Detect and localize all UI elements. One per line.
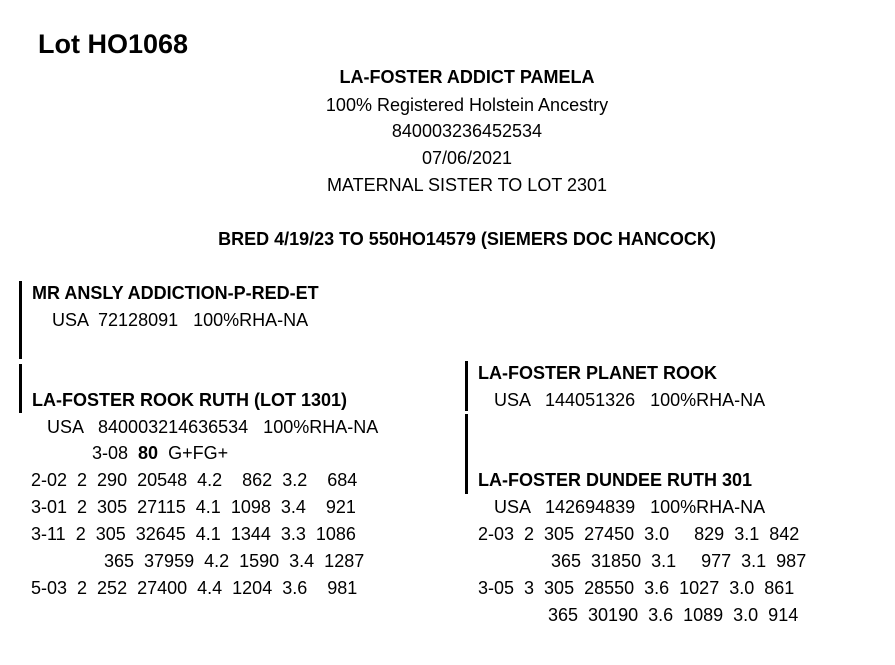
dam-name: LA-FOSTER ROOK RUTH (LOT 1301) (32, 390, 348, 410)
dam-record: 5-03 2 252 27400 4.4 1204 3.6 981 (31, 578, 358, 598)
dam-classification (92, 443, 228, 464)
birth-date: 07/06/2021 (421, 148, 513, 168)
dam-dam-name: LA-FOSTER DUNDEE RUTH 301 (478, 470, 753, 490)
pedigree-bracket-dam-dam (465, 414, 468, 494)
dam-record: 3-11 2 305 32645 4.1 1344 3.3 1086 (31, 524, 356, 544)
sire-registration: USA 72128091 100%RHA-NA (52, 310, 309, 330)
pedigree-bracket-dam-sire (465, 361, 468, 411)
maternal-note: MATERNAL SISTER TO LOT 2301 (326, 175, 608, 195)
dam-record: 3-01 2 305 27115 4.1 1098 3.4 921 (31, 497, 356, 517)
pedigree-bracket-dam (19, 364, 22, 413)
dam-dam-record: 365 31850 3.1 977 3.1 987 (551, 551, 807, 571)
dam-dam-record: 3-05 3 305 28550 3.6 1027 3.0 861 (478, 578, 795, 598)
lot-number: Lot HO1068 (38, 29, 189, 59)
animal-name: LA-FOSTER ADDICT PAMELA (339, 67, 595, 87)
dam-dam-record: 2-03 2 305 27450 3.0 829 3.1 842 (478, 524, 800, 544)
pedigree-bracket-sire (19, 281, 22, 359)
dam-registration: USA 840003214636534 100%RHA-NA (47, 417, 379, 437)
dam-dam-registration: USA 142694839 100%RHA-NA (494, 497, 766, 517)
ancestry-line: 100% Registered Holstein Ancestry (325, 95, 609, 115)
classification-score: 80 (138, 443, 159, 463)
dam-record: 365 37959 4.2 1590 3.4 1287 (104, 551, 365, 571)
sire-name: MR ANSLY ADDICTION-P-RED-ET (32, 283, 319, 303)
dam-sire-name: LA-FOSTER PLANET ROOK (478, 363, 717, 383)
classification-age: 3-08 (92, 443, 129, 463)
breeding-info: BRED 4/19/23 TO 550HO14579 (SIEMERS DOC HANCOCK) (218, 229, 716, 249)
classification-grade: G+FG+ (168, 443, 229, 463)
dam-dam-record: 365 30190 3.6 1089 3.0 914 (548, 605, 799, 625)
animal-id: 840003236452534 (391, 121, 543, 141)
dam-record: 2-02 2 290 20548 4.2 862 3.2 684 (31, 470, 358, 490)
dam-sire-registration: USA 144051326 100%RHA-NA (494, 390, 766, 410)
